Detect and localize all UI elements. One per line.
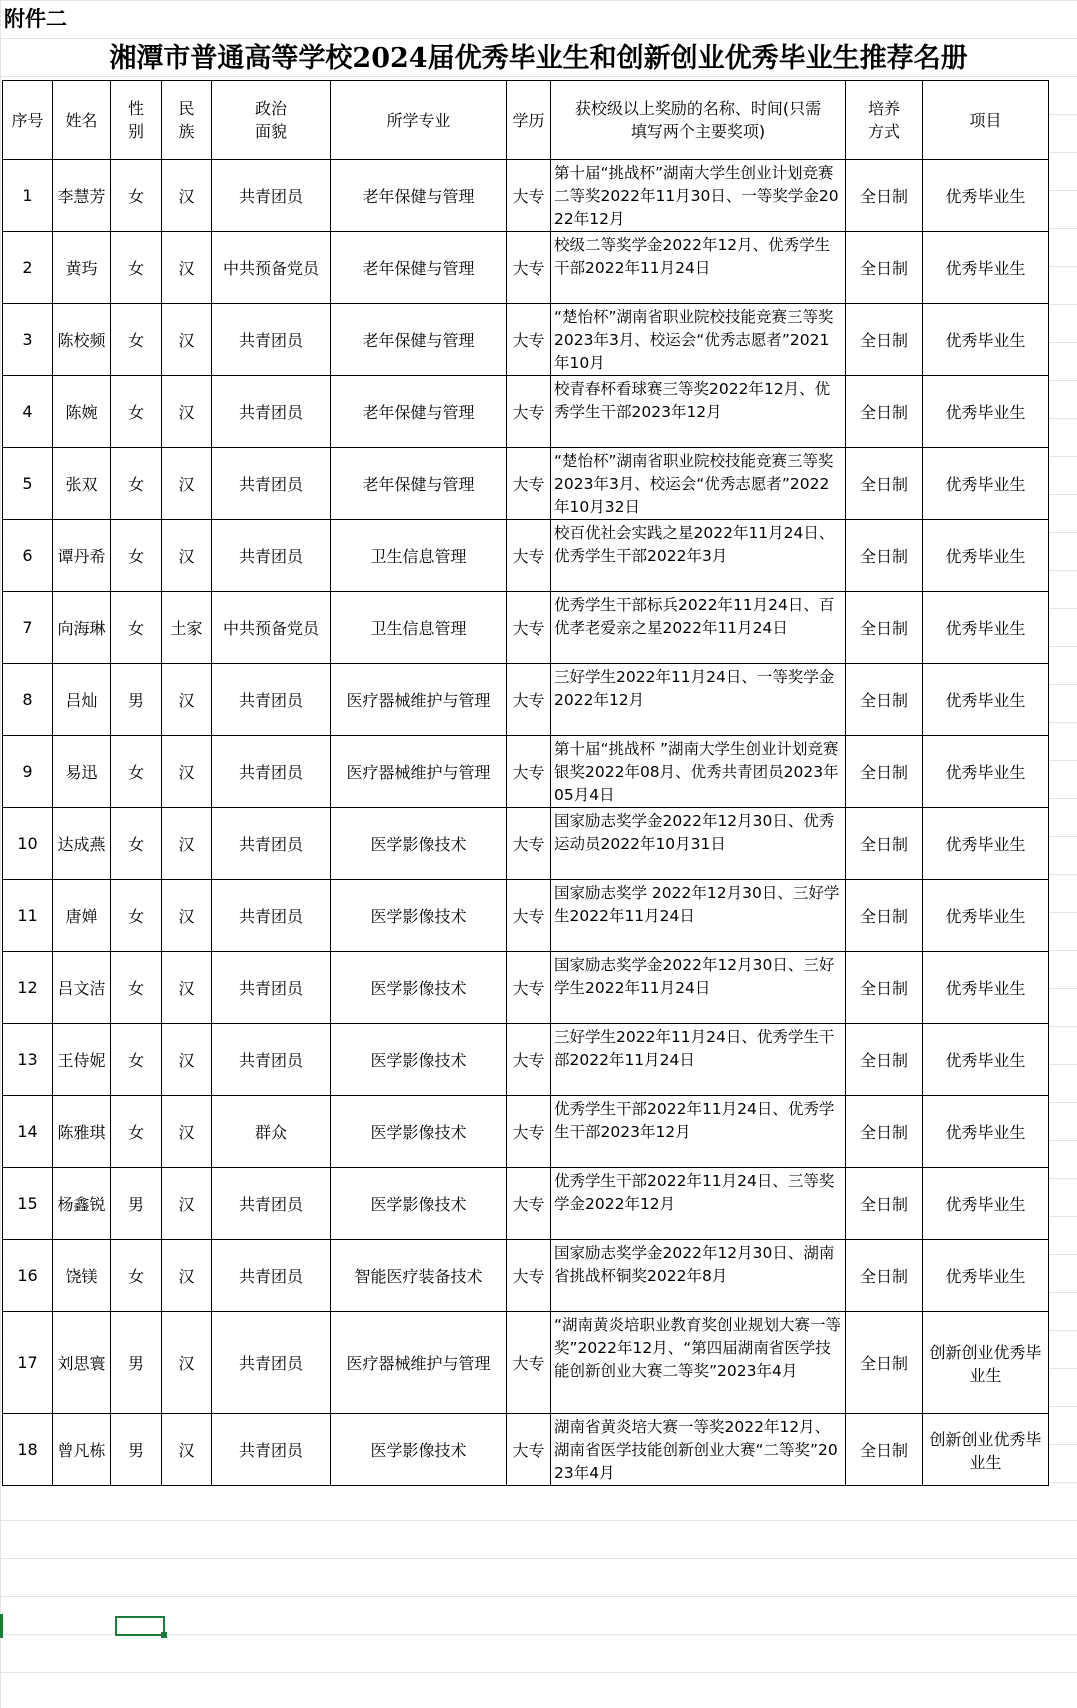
cell-major[interactable]: 卫生信息管理 [331,592,507,664]
cell-awards[interactable]: 校级二等奖学金2022年12月、优秀学生干部2022年11月24日 [551,232,846,304]
table-row [3,1168,1049,1240]
cell-no[interactable]: 15 [3,1168,53,1240]
cell-mode[interactable]: 全日制 [846,1414,923,1486]
cell-project[interactable]: 优秀毕业生 [923,376,1049,448]
cell-name[interactable]: 饶镁 [53,1240,111,1312]
cell-education[interactable]: 大专 [507,1168,551,1240]
cell-project[interactable]: 优秀毕业生 [923,952,1049,1024]
cell-mode[interactable]: 全日制 [846,1024,923,1096]
cell-politics[interactable]: 共青团员 [212,304,331,376]
cell-name[interactable]: 陈雅琪 [53,1096,111,1168]
cell-gender[interactable]: 女 [111,376,162,448]
cell-education[interactable]: 大专 [507,1240,551,1312]
cell-politics[interactable]: 共青团员 [212,1414,331,1486]
cell-name[interactable]: 达成燕 [53,808,111,880]
cell-name[interactable]: 曾凡栋 [53,1414,111,1486]
cell-project[interactable]: 优秀毕业生 [923,1024,1049,1096]
cell-gender[interactable]: 女 [111,520,162,592]
cell-politics[interactable]: 共青团员 [212,1240,331,1312]
table-row [3,592,1049,664]
page-title: 湘潭市普通高等学校2024届优秀毕业生和创新创业优秀毕业生推荐名册 [109,43,968,74]
cell-major[interactable]: 卫生信息管理 [331,520,507,592]
cell-awards[interactable]: 国家励志奖学金2022年12月30日、湖南省挑战杯铜奖2022年8月 [551,1240,846,1312]
cell-name[interactable]: 王侍妮 [53,1024,111,1096]
cell-awards[interactable]: 三好学生2022年11月24日、一等奖学金2022年12月 [551,664,846,736]
cell-mode[interactable]: 全日制 [846,232,923,304]
table-row [3,952,1049,1024]
cell-gender[interactable]: 女 [111,304,162,376]
cell-ethnicity[interactable]: 汉 [162,304,212,376]
cell-gender[interactable]: 男 [111,1312,162,1414]
cell-gender[interactable]: 女 [111,160,162,232]
cell-mode[interactable]: 全日制 [846,664,923,736]
cell-ethnicity[interactable]: 汉 [162,1168,212,1240]
cell-no[interactable]: 5 [3,448,53,520]
cell-education[interactable]: 大专 [507,304,551,376]
cell-project[interactable]: 优秀毕业生 [923,232,1049,304]
cell-no[interactable]: 14 [3,1096,53,1168]
cell-ethnicity[interactable]: 汉 [162,808,212,880]
cell-politics[interactable]: 共青团员 [212,1312,331,1414]
cell-gender[interactable]: 男 [111,1414,162,1486]
cell-gender[interactable]: 女 [111,1024,162,1096]
cell-ethnicity[interactable]: 汉 [162,232,212,304]
table-row [3,232,1049,304]
cell-no[interactable]: 9 [3,736,53,808]
cell-major[interactable]: 老年保健与管理 [331,448,507,520]
cell-project[interactable]: 优秀毕业生 [923,448,1049,520]
cell-education[interactable]: 大专 [507,880,551,952]
cell-no[interactable]: 11 [3,880,53,952]
header-gender[interactable]: 性 别 [111,81,162,160]
cell-politics[interactable]: 共青团员 [212,664,331,736]
cell-major[interactable]: 医学影像技术 [331,880,507,952]
table-row [3,736,1049,808]
attachment-label: 附件二 [4,7,67,31]
cell-mode[interactable]: 全日制 [846,1312,923,1414]
header-awards[interactable]: 获校级以上奖励的名称、时间(只需 填写两个主要奖项) [551,81,846,160]
cell-politics[interactable]: 共青团员 [212,1024,331,1096]
cell-mode[interactable]: 全日制 [846,448,923,520]
cell-awards[interactable]: 三好学生2022年11月24日、优秀学生干部2022年11月24日 [551,1024,846,1096]
cell-gender[interactable]: 女 [111,880,162,952]
cell-name[interactable]: 吕文洁 [53,952,111,1024]
cell-politics[interactable]: 共青团员 [212,520,331,592]
cell-ethnicity[interactable]: 土家 [162,592,212,664]
cell-project[interactable]: 优秀毕业生 [923,736,1049,808]
cell-education[interactable]: 大专 [507,376,551,448]
cell-education[interactable]: 大专 [507,736,551,808]
cell-politics[interactable]: 共青团员 [212,736,331,808]
cell-ethnicity[interactable]: 汉 [162,1096,212,1168]
cell-mode[interactable]: 全日制 [846,376,923,448]
cell-no[interactable]: 4 [3,376,53,448]
cell-politics[interactable]: 共青团员 [212,952,331,1024]
cell-no[interactable]: 1 [3,160,53,232]
cell-ethnicity[interactable]: 汉 [162,1240,212,1312]
cell-politics[interactable]: 中共预备党员 [212,232,331,304]
table-row [3,1240,1049,1312]
cell-project[interactable]: 优秀毕业生 [923,520,1049,592]
cell-no[interactable]: 18 [3,1414,53,1486]
cell-name[interactable]: 陈婉 [53,376,111,448]
cell-name[interactable]: 向海琳 [53,592,111,664]
header-politics[interactable]: 政治 面貌 [212,81,331,160]
cell-no[interactable]: 13 [3,1024,53,1096]
selected-cell[interactable] [115,1616,165,1636]
cell-name[interactable]: 杨鑫锐 [53,1168,111,1240]
cell-gender[interactable]: 女 [111,808,162,880]
cell-major[interactable]: 老年保健与管理 [331,304,507,376]
cell-project[interactable]: 创新创业优秀毕业生 [923,1414,1049,1486]
cell-no[interactable]: 7 [3,592,53,664]
cell-mode[interactable]: 全日制 [846,736,923,808]
cell-ethnicity[interactable]: 汉 [162,448,212,520]
cell-awards[interactable]: 优秀学生干部2022年11月24日、三等奖学金2022年12月 [551,1168,846,1240]
table-row [3,160,1049,232]
header-no[interactable]: 序号 [3,81,53,160]
cell-education[interactable]: 大专 [507,952,551,1024]
cell-mode[interactable]: 全日制 [846,520,923,592]
cell-mode[interactable]: 全日制 [846,592,923,664]
cell-gender[interactable]: 女 [111,448,162,520]
cell-education[interactable]: 大专 [507,232,551,304]
table-row [3,376,1049,448]
cell-politics[interactable]: 共青团员 [212,160,331,232]
cell-ethnicity[interactable]: 汉 [162,664,212,736]
cell-politics[interactable]: 群众 [212,1096,331,1168]
cell-project[interactable]: 优秀毕业生 [923,1168,1049,1240]
cell-name[interactable]: 刘思寰 [53,1312,111,1414]
table-row [3,808,1049,880]
cell-mode[interactable]: 全日制 [846,1240,923,1312]
table-row [3,664,1049,736]
cell-awards[interactable]: 校百优社会实践之星2022年11月24日、优秀学生干部2022年3月 [551,520,846,592]
cell-education[interactable]: 大专 [507,808,551,880]
cell-major[interactable]: 医学影像技术 [331,1168,507,1240]
cell-education[interactable]: 大专 [507,1312,551,1414]
cell-major[interactable]: 医学影像技术 [331,1096,507,1168]
cell-awards[interactable]: “楚怡杯”湖南省职业院校技能竞赛三等奖2023年3月、校运会“优秀志愿者”2022年10月32日 [551,448,846,520]
cell-name[interactable]: 谭丹希 [53,520,111,592]
header-major[interactable]: 所学专业 [331,81,507,160]
cell-name[interactable]: 李慧芳 [53,160,111,232]
cell-major[interactable]: 医疗器械维护与管理 [331,736,507,808]
cell-education[interactable]: 大专 [507,160,551,232]
cell-gender[interactable]: 女 [111,952,162,1024]
cell-name[interactable]: 易迅 [53,736,111,808]
cell-awards[interactable]: “楚怡杯”湖南省职业院校技能竞赛三等奖2023年3月、校运会“优秀志愿者”2021年10月 [551,304,846,376]
header-mode[interactable]: 培养 方式 [846,81,923,160]
cell-major[interactable]: 医疗器械维护与管理 [331,1312,507,1414]
cell-education[interactable]: 大专 [507,592,551,664]
cell-mode[interactable]: 全日制 [846,160,923,232]
cell-awards[interactable]: 国家励志奖学金2022年12月30日、优秀运动员2022年10月31日 [551,808,846,880]
cell-project[interactable]: 优秀毕业生 [923,160,1049,232]
cell-gender[interactable]: 女 [111,1240,162,1312]
cell-no[interactable]: 6 [3,520,53,592]
cell-awards[interactable]: 校青春杯看球赛三等奖2022年12月、优秀学生干部2023年12月 [551,376,846,448]
cell-education[interactable]: 大专 [507,664,551,736]
cell-mode[interactable]: 全日制 [846,952,923,1024]
table-row [3,1414,1049,1486]
cell-education[interactable]: 大专 [507,1096,551,1168]
cell-awards[interactable]: 第十届“挑战杯”湖南大学生创业计划竞赛二等奖2022年11月30日、一等奖学金2022年12月 [551,160,846,232]
cell-project[interactable]: 优秀毕业生 [923,1240,1049,1312]
cell-no[interactable]: 8 [3,664,53,736]
cell-project[interactable]: 优秀毕业生 [923,592,1049,664]
cell-awards[interactable]: 国家励志奖学 2022年12月30日、三好学生2022年11月24日 [551,880,846,952]
cell-politics[interactable]: 共青团员 [212,808,331,880]
cell-education[interactable]: 大专 [507,520,551,592]
cell-major[interactable]: 老年保健与管理 [331,160,507,232]
cell-awards[interactable]: 湖南省黄炎培大赛一等奖2022年12月、湖南省医学技能创新创业大赛“二等奖”2023年4月 [551,1414,846,1486]
cell-ethnicity[interactable]: 汉 [162,160,212,232]
cell-politics[interactable]: 中共预备党员 [212,592,331,664]
cell-mode[interactable]: 全日制 [846,1168,923,1240]
cell-name[interactable]: 黄玙 [53,232,111,304]
cell-project[interactable]: 优秀毕业生 [923,808,1049,880]
cell-education[interactable]: 大专 [507,448,551,520]
cell-major[interactable]: 医学影像技术 [331,808,507,880]
cell-gender[interactable]: 男 [111,1168,162,1240]
cell-gender[interactable]: 男 [111,664,162,736]
cell-no[interactable]: 12 [3,952,53,1024]
cell-awards[interactable]: 优秀学生干部2022年11月24日、优秀学生干部2023年12月 [551,1096,846,1168]
cell-gender[interactable]: 女 [111,232,162,304]
cell-awards[interactable]: 国家励志奖学金2022年12月30日、三好学生2022年11月24日 [551,952,846,1024]
header-project[interactable]: 项目 [923,81,1049,160]
cell-major[interactable]: 老年保健与管理 [331,232,507,304]
cell-project[interactable]: 优秀毕业生 [923,304,1049,376]
header-ethnicity[interactable]: 民 族 [162,81,212,160]
fill-handle[interactable] [161,1632,167,1638]
cell-mode[interactable]: 全日制 [846,880,923,952]
cell-major[interactable]: 老年保健与管理 [331,376,507,448]
recommendation-table [2,80,1049,1486]
header-row [3,81,1049,160]
cell-major[interactable]: 智能医疗装备技术 [331,1240,507,1312]
table-row [3,1024,1049,1096]
cell-ethnicity[interactable]: 汉 [162,376,212,448]
cell-politics[interactable]: 共青团员 [212,376,331,448]
cell-ethnicity[interactable]: 汉 [162,1414,212,1486]
table-row [3,520,1049,592]
cell-education[interactable]: 大专 [507,1024,551,1096]
cell-mode[interactable]: 全日制 [846,808,923,880]
cell-major[interactable]: 医学影像技术 [331,952,507,1024]
cell-no[interactable]: 10 [3,808,53,880]
cell-no[interactable]: 3 [3,304,53,376]
table-row [3,880,1049,952]
cell-ethnicity[interactable]: 汉 [162,880,212,952]
cell-gender[interactable]: 女 [111,592,162,664]
cell-mode[interactable]: 全日制 [846,304,923,376]
cell-ethnicity[interactable]: 汉 [162,1024,212,1096]
cell-name[interactable]: 张双 [53,448,111,520]
cell-awards[interactable]: 第十届“挑战杯 ”湖南大学生创业计划竞赛银奖2022年08月、优秀共青团员2023年05月4日 [551,736,846,808]
cell-ethnicity[interactable]: 汉 [162,952,212,1024]
cell-awards[interactable]: 优秀学生干部标兵2022年11月24日、百优孝老爱亲之星2022年11月24日 [551,592,846,664]
cell-project[interactable]: 优秀毕业生 [923,1096,1049,1168]
cell-project[interactable]: 优秀毕业生 [923,880,1049,952]
cell-major[interactable]: 医学影像技术 [331,1024,507,1096]
table-row [3,304,1049,376]
cell-politics[interactable]: 共青团员 [212,1168,331,1240]
cell-politics[interactable]: 共青团员 [212,448,331,520]
cell-politics[interactable]: 共青团员 [212,880,331,952]
cell-ethnicity[interactable]: 汉 [162,520,212,592]
cell-project[interactable]: 创新创业优秀毕业生 [923,1312,1049,1414]
table-row [3,1096,1049,1168]
table-body [3,160,1049,1486]
cell-education[interactable]: 大专 [507,1414,551,1486]
cell-name[interactable]: 唐婵 [53,880,111,952]
cell-ethnicity[interactable]: 汉 [162,736,212,808]
cell-major[interactable]: 医学影像技术 [331,1414,507,1486]
cell-name[interactable]: 陈校频 [53,304,111,376]
cell-ethnicity[interactable]: 汉 [162,1312,212,1414]
cell-gender[interactable]: 女 [111,736,162,808]
cell-awards[interactable]: “湖南黄炎培职业教育奖创业规划大赛一等奖”2022年12月、“第四届湖南省医学技能创新创业大赛二等奖”2023年4月 [551,1312,846,1414]
cell-no[interactable]: 17 [3,1312,53,1414]
cell-project[interactable]: 优秀毕业生 [923,664,1049,736]
table-row [3,1312,1049,1414]
cell-no[interactable]: 2 [3,232,53,304]
table-row [3,448,1049,520]
cell-no[interactable]: 16 [3,1240,53,1312]
cell-major[interactable]: 医疗器械维护与管理 [331,664,507,736]
cell-gender[interactable]: 女 [111,1096,162,1168]
cell-name[interactable]: 吕灿 [53,664,111,736]
row-edge-marker [0,1614,3,1638]
cell-mode[interactable]: 全日制 [846,1096,923,1168]
header-education[interactable]: 学历 [507,81,551,160]
header-name[interactable]: 姓名 [53,81,111,160]
